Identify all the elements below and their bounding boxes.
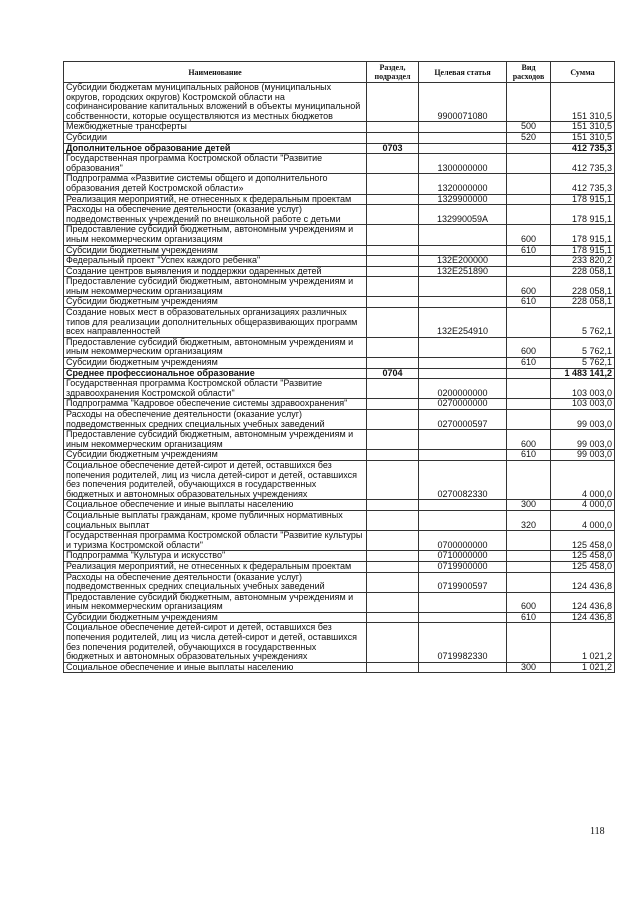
- cell-sum: 124 436,8: [551, 572, 615, 592]
- cell-name: Создание новых мест в образовательных организациях различных типов для реализации дополнительных общеразвивающих программ всех направленностей: [64, 308, 367, 338]
- cell-name: Расходы на обеспечение деятельности (оказание услуг) подведомственных учреждений по внешкольной работе с детьми: [64, 205, 367, 225]
- table-row: [64, 256, 615, 267]
- table-row: [64, 662, 615, 673]
- cell-expense-type: [507, 551, 551, 562]
- cell-sum: 178 915,1: [551, 245, 615, 256]
- cell-name: Реализация мероприятий, не отнесенных к федеральным проектам: [64, 561, 367, 572]
- cell-sum: 228 058,1: [551, 297, 615, 308]
- cell-section: [367, 83, 419, 122]
- cell-expense-type: 600: [507, 430, 551, 450]
- table-row: [64, 368, 615, 379]
- cell-name: Социальные выплаты гражданам, кроме публичных нормативных социальных выплат: [64, 510, 367, 530]
- table-row: [64, 308, 615, 338]
- cell-expense-type: [507, 308, 551, 338]
- cell-sum: 124 436,8: [551, 612, 615, 623]
- cell-target: 0270000597: [419, 410, 507, 430]
- cell-section: [367, 612, 419, 623]
- table-row: [64, 277, 615, 297]
- cell-sum: 178 915,1: [551, 225, 615, 245]
- cell-name: Социальное обеспечение детей-сирот и детей, оставшихся без попечения родителей, лиц из числа детей-сирот и детей, оставшихся без попечения родителей, обучающихся в государственных бюджетных и автономных образовательных учреждениях: [64, 623, 367, 662]
- cell-target: [419, 662, 507, 673]
- table-row: [64, 297, 615, 308]
- cell-target: [419, 500, 507, 511]
- cell-sum: 228 058,1: [551, 277, 615, 297]
- cell-target: [419, 510, 507, 530]
- cell-name: Социальное обеспечение и иные выплаты населению: [64, 500, 367, 511]
- cell-target: [419, 143, 507, 154]
- cell-expense-type: 610: [507, 297, 551, 308]
- cell-target: [419, 368, 507, 379]
- cell-expense-type: [507, 205, 551, 225]
- cell-name: Государственная программа Костромской области "Развитие здравоохранения Костромской области": [64, 379, 367, 399]
- cell-target: 1300000000: [419, 154, 507, 174]
- cell-target: [419, 277, 507, 297]
- cell-name: Субсидии: [64, 132, 367, 143]
- cell-name: Предоставление субсидий бюджетным, автономным учреждениям и иным некоммерческим организациям: [64, 277, 367, 297]
- cell-section: [367, 510, 419, 530]
- cell-expense-type: [507, 623, 551, 662]
- cell-expense-type: [507, 379, 551, 399]
- cell-sum: 228 058,1: [551, 266, 615, 277]
- header-target: Целевая статья: [419, 62, 507, 83]
- cell-name: Федеральный проект "Успех каждого ребенка": [64, 256, 367, 267]
- table-row: [64, 154, 615, 174]
- cell-name: Дополнительное образование детей: [64, 143, 367, 154]
- cell-sum: 412 735,3: [551, 143, 615, 154]
- table-row: [64, 225, 615, 245]
- cell-target: [419, 358, 507, 369]
- cell-section: [367, 132, 419, 143]
- cell-expense-type: [507, 368, 551, 379]
- cell-section: [367, 266, 419, 277]
- cell-section: [367, 245, 419, 256]
- cell-name: Создание центров выявления и поддержки одаренных детей: [64, 266, 367, 277]
- cell-sum: 103 003,0: [551, 379, 615, 399]
- table-row: [64, 430, 615, 450]
- cell-expense-type: [507, 561, 551, 572]
- table-row: [64, 358, 615, 369]
- cell-section: [367, 399, 419, 410]
- table-row: [64, 500, 615, 511]
- cell-target: [419, 132, 507, 143]
- header-sum: Сумма: [551, 62, 615, 83]
- cell-sum: 151 310,5: [551, 132, 615, 143]
- cell-name: Предоставление субсидий бюджетным, автономным учреждениям и иным некоммерческим организациям: [64, 225, 367, 245]
- cell-expense-type: 600: [507, 277, 551, 297]
- cell-target: 132Е254910: [419, 308, 507, 338]
- cell-section: [367, 379, 419, 399]
- cell-target: [419, 612, 507, 623]
- cell-expense-type: 600: [507, 592, 551, 612]
- cell-expense-type: [507, 399, 551, 410]
- cell-target: 1329900000: [419, 194, 507, 205]
- header-section: Раздел, подраздел: [367, 62, 419, 83]
- cell-name: Субсидии бюджетным учреждениям: [64, 358, 367, 369]
- table-row: [64, 510, 615, 530]
- cell-section: [367, 297, 419, 308]
- cell-sum: 99 003,0: [551, 450, 615, 461]
- cell-section: [367, 460, 419, 499]
- cell-expense-type: [507, 154, 551, 174]
- budget-table: [63, 61, 615, 673]
- cell-sum: 125 458,0: [551, 531, 615, 551]
- table-row: [64, 460, 615, 499]
- table-row: [64, 337, 615, 357]
- cell-sum: 4 000,0: [551, 460, 615, 499]
- cell-target: [419, 122, 507, 133]
- cell-section: [367, 154, 419, 174]
- cell-expense-type: 300: [507, 500, 551, 511]
- cell-expense-type: 320: [507, 510, 551, 530]
- cell-expense-type: 610: [507, 612, 551, 623]
- cell-name: Государственная программа Костромской области "Развитие образования": [64, 154, 367, 174]
- table-row: [64, 132, 615, 143]
- cell-target: [419, 592, 507, 612]
- header-expense-type: Вид расходов: [507, 62, 551, 83]
- cell-sum: 125 458,0: [551, 561, 615, 572]
- cell-section: [367, 551, 419, 562]
- cell-name: Социальное обеспечение детей-сирот и детей, оставшихся без попечения родителей, лиц из числа детей-сирот и детей, оставшихся без попечения родителей, обучающихся в государственных бюджетных и автономных образовательных учреждениях: [64, 460, 367, 499]
- cell-name: Подпрограмма "Кадровое обеспечение системы здравоохранения": [64, 399, 367, 410]
- cell-target: 0270000000: [419, 399, 507, 410]
- cell-expense-type: [507, 410, 551, 430]
- cell-name: Реализация мероприятий, не отнесенных к федеральным проектам: [64, 194, 367, 205]
- cell-sum: 1 021,2: [551, 623, 615, 662]
- cell-target: 9900071080: [419, 83, 507, 122]
- cell-target: [419, 297, 507, 308]
- table-row: [64, 143, 615, 154]
- cell-name: Подпрограмма "Культура и искусство": [64, 551, 367, 562]
- cell-name: Предоставление субсидий бюджетным, автономным учреждениям и иным некоммерческим организациям: [64, 337, 367, 357]
- cell-name: Предоставление субсидий бюджетным, автономным учреждениям и иным некоммерческим организациям: [64, 592, 367, 612]
- cell-section: 0703: [367, 143, 419, 154]
- cell-expense-type: [507, 83, 551, 122]
- cell-section: [367, 225, 419, 245]
- cell-target: [419, 337, 507, 357]
- table-row: [64, 561, 615, 572]
- table-body: [64, 83, 615, 673]
- cell-section: [367, 623, 419, 662]
- cell-name: Социальное обеспечение и иные выплаты населению: [64, 662, 367, 673]
- cell-expense-type: [507, 266, 551, 277]
- cell-target: 132Е251890: [419, 266, 507, 277]
- cell-sum: 1 483 141,2: [551, 368, 615, 379]
- cell-expense-type: 610: [507, 245, 551, 256]
- table-row: [64, 531, 615, 551]
- table-row: [64, 174, 615, 194]
- cell-target: [419, 430, 507, 450]
- cell-section: [367, 358, 419, 369]
- cell-target: 0700000000: [419, 531, 507, 551]
- cell-sum: 178 915,1: [551, 205, 615, 225]
- page-number: 118: [590, 826, 605, 837]
- cell-expense-type: 600: [507, 225, 551, 245]
- cell-name: Подпрограмма «Развитие системы общего и дополнительного образования детей Костромской области»: [64, 174, 367, 194]
- cell-target: 0719900597: [419, 572, 507, 592]
- cell-section: [367, 430, 419, 450]
- cell-target: 132Е200000: [419, 256, 507, 267]
- table-row: [64, 592, 615, 612]
- table-row: [64, 399, 615, 410]
- cell-expense-type: [507, 531, 551, 551]
- cell-sum: 5 762,1: [551, 358, 615, 369]
- cell-name: Расходы на обеспечение деятельности (оказание услуг) подведомственных средних специальных учебных заведений: [64, 572, 367, 592]
- cell-sum: 412 735,3: [551, 174, 615, 194]
- cell-name: Государственная программа Костромской области "Развитие культуры и туризма Костромской области": [64, 531, 367, 551]
- cell-sum: 5 762,1: [551, 337, 615, 357]
- cell-target: 0270082330: [419, 460, 507, 499]
- cell-section: [367, 572, 419, 592]
- cell-section: [367, 561, 419, 572]
- cell-section: [367, 337, 419, 357]
- cell-sum: 4 000,0: [551, 500, 615, 511]
- cell-sum: 178 915,1: [551, 194, 615, 205]
- cell-target: 132990059А: [419, 205, 507, 225]
- cell-sum: 151 310,5: [551, 83, 615, 122]
- table-row: [64, 379, 615, 399]
- table-row: [64, 410, 615, 430]
- cell-sum: 99 003,0: [551, 410, 615, 430]
- cell-section: [367, 205, 419, 225]
- cell-expense-type: 500: [507, 122, 551, 133]
- cell-section: [367, 531, 419, 551]
- table-row: [64, 205, 615, 225]
- cell-sum: 125 458,0: [551, 551, 615, 562]
- cell-section: 0704: [367, 368, 419, 379]
- table-row: [64, 551, 615, 562]
- cell-expense-type: 520: [507, 132, 551, 143]
- cell-name: Субсидии бюджетным учреждениям: [64, 450, 367, 461]
- cell-name: Субсидии бюджетам муниципальных районов (муниципальных округов, городских округов) Костромской области на софинансирование капитальных вложений в объекты муниципальной собственности, которые осуществляются из местных бюджетов: [64, 83, 367, 122]
- cell-section: [367, 450, 419, 461]
- cell-expense-type: [507, 256, 551, 267]
- cell-target: [419, 450, 507, 461]
- table-row: [64, 266, 615, 277]
- cell-name: Субсидии бюджетным учреждениям: [64, 297, 367, 308]
- cell-target: 0200000000: [419, 379, 507, 399]
- cell-expense-type: [507, 572, 551, 592]
- header-name: Наименование: [64, 62, 367, 83]
- cell-expense-type: 600: [507, 337, 551, 357]
- cell-section: [367, 410, 419, 430]
- cell-target: 1320000000: [419, 174, 507, 194]
- cell-section: [367, 174, 419, 194]
- cell-section: [367, 308, 419, 338]
- cell-sum: 412 735,3: [551, 154, 615, 174]
- cell-section: [367, 662, 419, 673]
- cell-sum: 124 436,8: [551, 592, 615, 612]
- cell-expense-type: 610: [507, 358, 551, 369]
- cell-expense-type: 300: [507, 662, 551, 673]
- cell-name: Субсидии бюджетным учреждениям: [64, 245, 367, 256]
- cell-name: Предоставление субсидий бюджетным, автономным учреждениям и иным некоммерческим организациям: [64, 430, 367, 450]
- table-row: [64, 623, 615, 662]
- cell-section: [367, 500, 419, 511]
- cell-target: 0710000000: [419, 551, 507, 562]
- cell-expense-type: [507, 143, 551, 154]
- cell-expense-type: [507, 174, 551, 194]
- cell-target: 0719982330: [419, 623, 507, 662]
- table-row: [64, 83, 615, 122]
- cell-name: Расходы на обеспечение деятельности (оказание услуг) подведомственных средних специальных учебных заведений: [64, 410, 367, 430]
- cell-sum: 233 820,2: [551, 256, 615, 267]
- cell-sum: 1 021,2: [551, 662, 615, 673]
- table-row: [64, 612, 615, 623]
- table-row: [64, 450, 615, 461]
- cell-name: Субсидии бюджетным учреждениям: [64, 612, 367, 623]
- cell-sum: 151 310,5: [551, 122, 615, 133]
- cell-target: [419, 245, 507, 256]
- cell-sum: 99 003,0: [551, 430, 615, 450]
- cell-sum: 4 000,0: [551, 510, 615, 530]
- cell-section: [367, 277, 419, 297]
- cell-target: 0719900000: [419, 561, 507, 572]
- table-header-row: [64, 62, 615, 83]
- cell-section: [367, 122, 419, 133]
- table-row: [64, 572, 615, 592]
- cell-sum: 103 003,0: [551, 399, 615, 410]
- cell-section: [367, 256, 419, 267]
- table-row: [64, 194, 615, 205]
- table-row: [64, 245, 615, 256]
- cell-section: [367, 592, 419, 612]
- cell-expense-type: [507, 460, 551, 499]
- cell-expense-type: [507, 194, 551, 205]
- cell-target: [419, 225, 507, 245]
- cell-expense-type: 610: [507, 450, 551, 461]
- table-row: [64, 122, 615, 133]
- cell-section: [367, 194, 419, 205]
- cell-name: Среднее профессиональное образование: [64, 368, 367, 379]
- cell-sum: 5 762,1: [551, 308, 615, 338]
- cell-name: Межбюджетные трансферты: [64, 122, 367, 133]
